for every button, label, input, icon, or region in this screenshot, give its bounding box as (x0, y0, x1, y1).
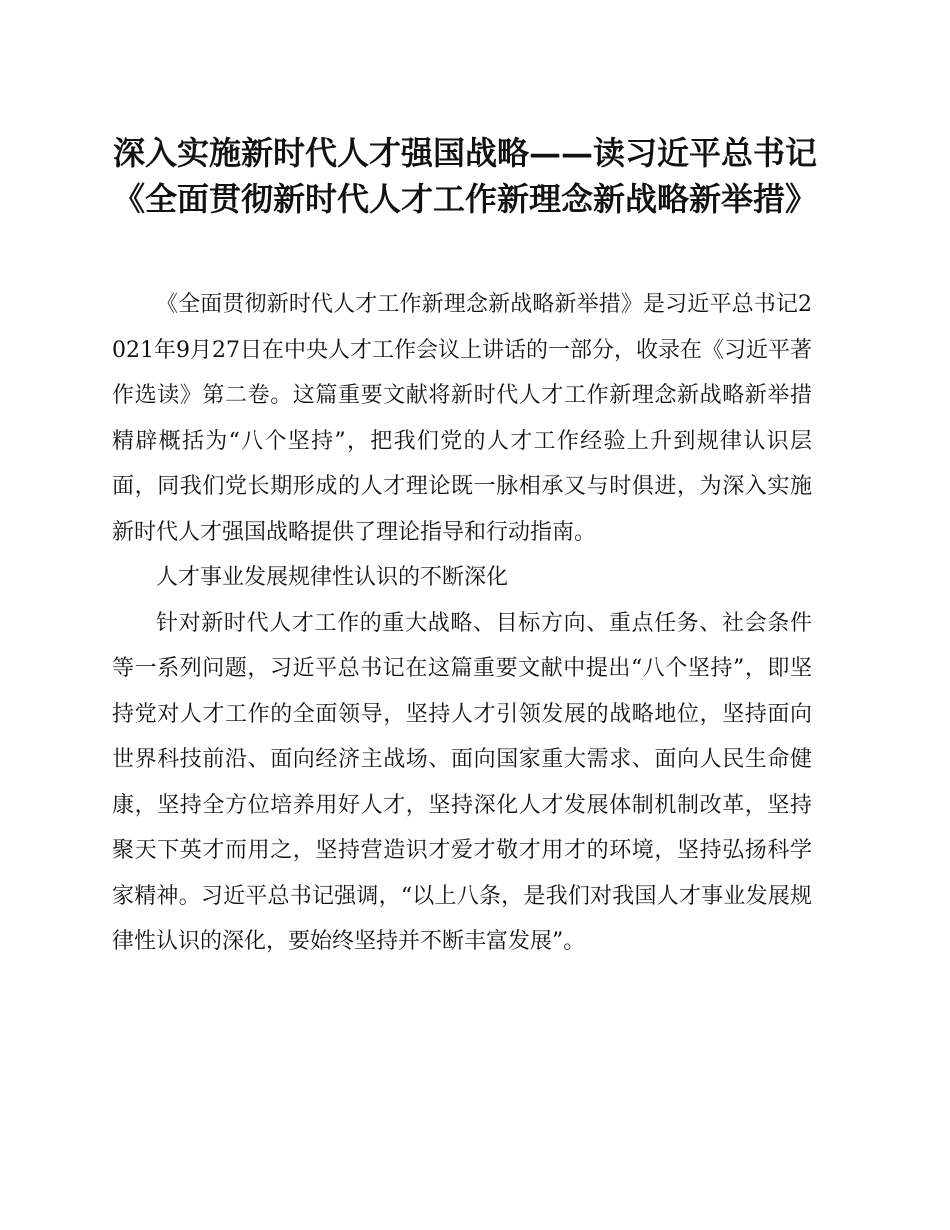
intro-paragraph: 《全面贯彻新时代人才工作新理念新战略新举措》是习近平总书记2021年9月27日在中央人才工作会议上讲话的一部分，收录在《习近平著作选读》第二卷。这篇重要文献将新时代人才工作新理念新战略新举措精辟概括为“八个坚持”，把我们党的人才工作经验上升到规律认识层面，同我们党长期形成的人才理论既一脉相承又与时俱进，为深入实施新时代人才强国战略提供了理论指导和行动指南。 (112, 292, 812, 545)
section-heading: 人才事业发展规律性认识的不断深化 (156, 565, 509, 590)
document-body (112, 282, 812, 965)
document-title: 深入实施新时代人才强国战略——读习近平总书记《全面贯彻新时代人才工作新理念新战略新举措》 (112, 134, 817, 218)
body-paragraph: 针对新时代人才工作的重大战略、目标方向、重点任务、社会条件等一系列问题，习近平总书记在这篇重要文献中提出“八个坚持”，即坚持党对人才工作的全面领导，坚持人才引领发展的战略地位，坚持面向世界科技前沿、面向经济主战场、面向国家重大需求、面向人民生命健康，坚持全方位培养用好人才，坚持深化人才发展体制机制改革，坚持聚天下英才而用之，坚持营造识才爱才敬才用才的环境，坚持弘扬科学家精神。习近平总书记强调，“以上八条，是我们对我国人才事业发展规律性认识的深化，要始终坚持并不断丰富发展”。 (112, 610, 812, 954)
